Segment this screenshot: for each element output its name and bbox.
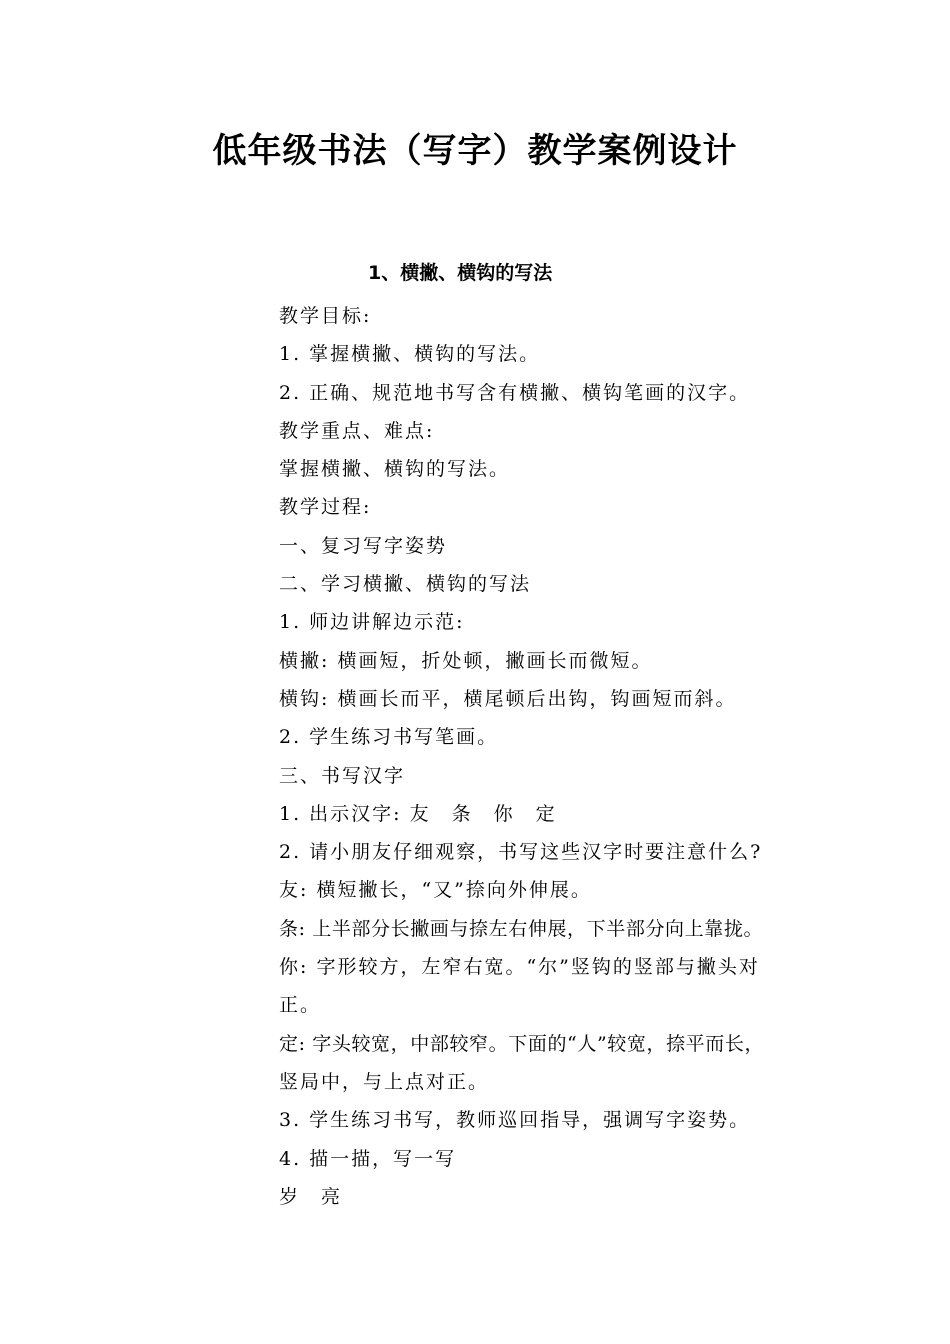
substep-observe: 2. 请小朋友仔细观察，书写这些汉字时要注意什么? bbox=[279, 841, 763, 864]
substep-trace-write: 4. 描一描，写一写 bbox=[279, 1147, 457, 1170]
substep-show-characters: 1. 出示汉字: 友 条 你 定 bbox=[279, 802, 557, 825]
goal-item-1: 1. 掌握横撇、横钩的写法。 bbox=[279, 343, 541, 366]
heading-teaching-process: 教学过程: bbox=[279, 496, 372, 519]
char-note-ding: 定: 字头较宽，中部较窄。下面的“人”较宽，捺平而长， bbox=[279, 1032, 765, 1055]
char-note-ni-cont: 正。 bbox=[279, 994, 322, 1017]
char-note-ni: 你: 字形较方，左窄右宽。“尔”竖钩的竖部与撇头对 bbox=[279, 956, 760, 979]
goal-item-2: 2. 正确、规范地书写含有横撇、横钩笔画的汉字。 bbox=[279, 381, 751, 404]
char-note-ding-cont: 竖局中，与上点对正。 bbox=[279, 1070, 490, 1093]
lesson-body bbox=[279, 297, 824, 1216]
practice-characters: 岁 亮 bbox=[279, 1185, 343, 1208]
process-step-3: 三、书写汉字 bbox=[279, 764, 406, 787]
heading-key-points: 教学重点、难点: bbox=[279, 419, 435, 442]
char-note-you: 友: 横短撇长，“又”捺向外伸展。 bbox=[279, 879, 592, 902]
page-title: 低年级书法（写字）教学案例设计 bbox=[212, 131, 738, 171]
process-step-2: 二、学习横撇、横钩的写法 bbox=[279, 573, 532, 596]
section-title: 1、横撇、横钩的写法 bbox=[368, 262, 553, 284]
substep-practice-strokes: 2. 学生练习书写笔画。 bbox=[279, 726, 499, 749]
key-points-text: 掌握横撇、横钩的写法。 bbox=[279, 458, 511, 481]
substep-practice-writing: 3. 学生练习书写，教师巡回指导，强调写字姿势。 bbox=[279, 1109, 751, 1132]
stroke-note-henggou: 横钩: 横画长而平，横尾顿后出钩，钩画短而斜。 bbox=[279, 687, 737, 710]
stroke-note-hengpie: 横撇: 横画短，折处顿，撇画长而微短。 bbox=[279, 649, 653, 672]
process-step-1: 一、复习写字姿势 bbox=[279, 534, 448, 557]
heading-teaching-goals: 教学目标: bbox=[279, 305, 372, 327]
char-note-tiao: 条: 上半部分长撇画与捺左右伸展，下半部分向上靠拢。 bbox=[279, 917, 764, 940]
substep-demo: 1. 师边讲解边示范: bbox=[279, 611, 465, 634]
